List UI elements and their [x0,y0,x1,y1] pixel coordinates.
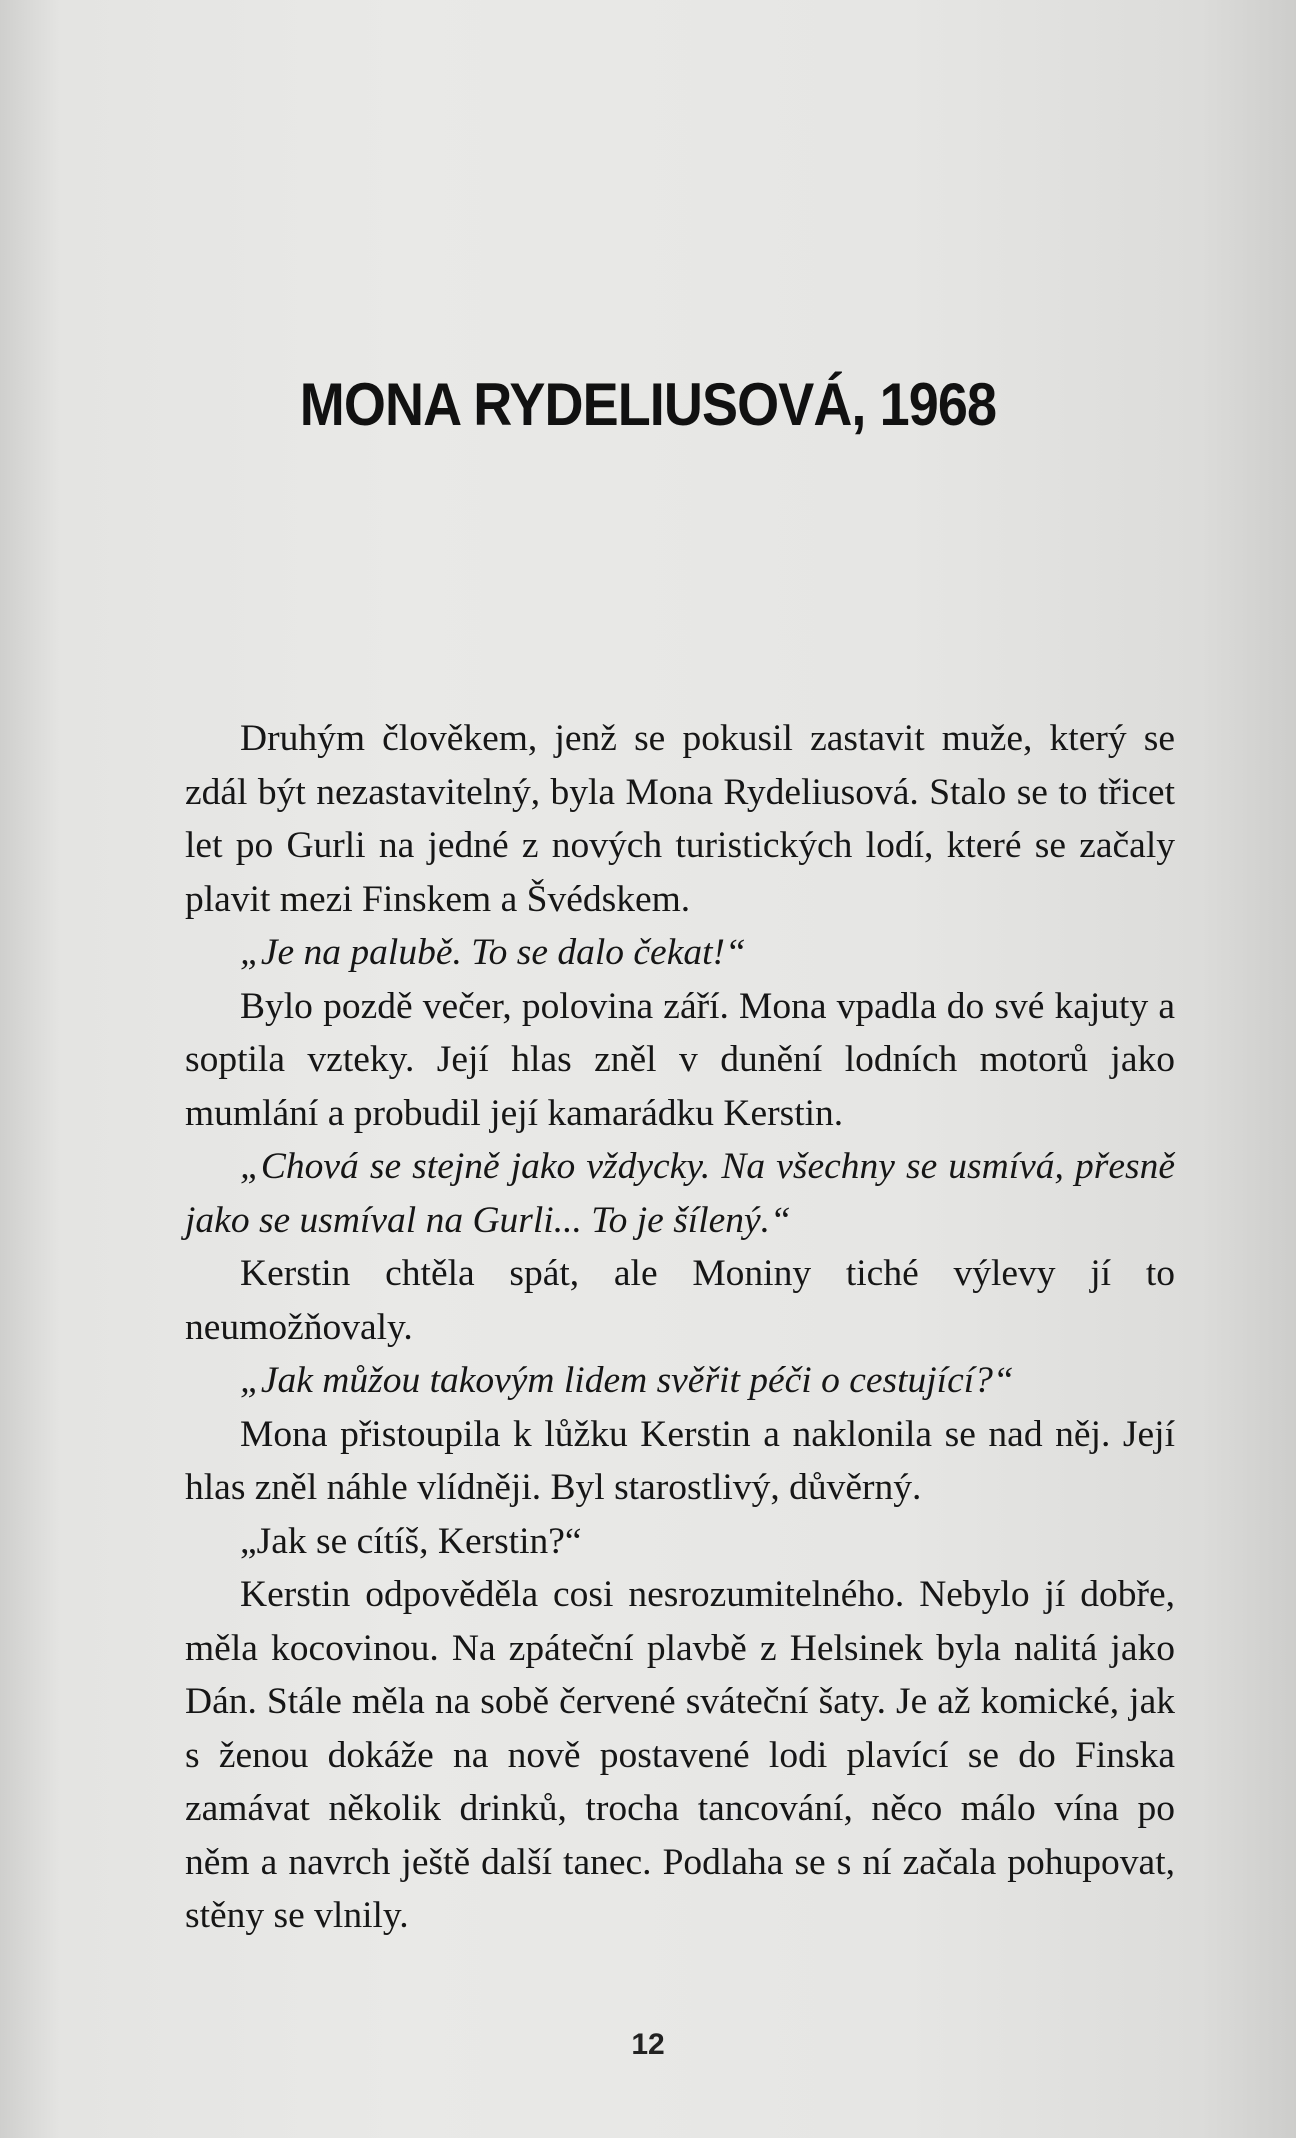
page-number: 12 [631,2028,665,2061]
paragraph: Kerstin odpověděla cosi nesrozumitelného. Nebylo jí dobře, měla kocovinou. Na zpáteční plavbě z Helsinek byla nalitá jako Dán. Stále měla na sobě červené sváteční šaty. Je až komické, jak s ženou dokáže na nově postavené lodi plavící se do Finska zamávat několik drinků, trocha tancování, něco málo vína po něm a navrch ještě další tanec. Podlaha se s ní začala pohupovat, stěny se vlnily. [185,1574,1175,1936]
dialogue-paragraph: „Jak se cítíš, Kerstin?“ [240,1520,582,1562]
chapter-title: MONA RYDELIUSOVÁ, 1968 [299,371,997,438]
dialogue-paragraph: „Chová se stejně jako vždycky. Na všechny se usmívá, přesně jako se usmíval na Gurli... To je šílený.“ [185,1146,1175,1241]
paragraph: Druhým člověkem, jenž se pokusil zastavit muže, který se zdál být nezastavitelný, byla Mona Rydeliusová. Stalo se to třicet let po Gurli na jedné z nových turistických lodí, které se začaly plavit mezi Finskem a Švédskem. [185,718,1175,920]
dialogue-paragraph: „Jak můžou takovým lidem svěřit péči o cestující?“ [240,1360,1014,1401]
paragraph: Mona přistoupila k lůžku Kerstin a naklonila se nad něj. Její hlas zněl náhle vlídněji. Byl starostlivý, důvěrný. [185,1413,1175,1508]
paragraph: Bylo pozdě večer, polovina září. Mona vpadla do své kajuty a soptila vzteky. Její hlas zněl v dunění lodních motorů jako mumlání a probudil její kamarádku Kerstin. [185,985,1175,1134]
chapter-body [185,712,1175,1943]
paragraph: Kerstin chtěla spát, ale Moniny tiché výlevy jí to neumožňovaly. [185,1253,1175,1348]
dialogue-paragraph: „Je na palubě. To se dalo čekat!“ [240,932,746,973]
